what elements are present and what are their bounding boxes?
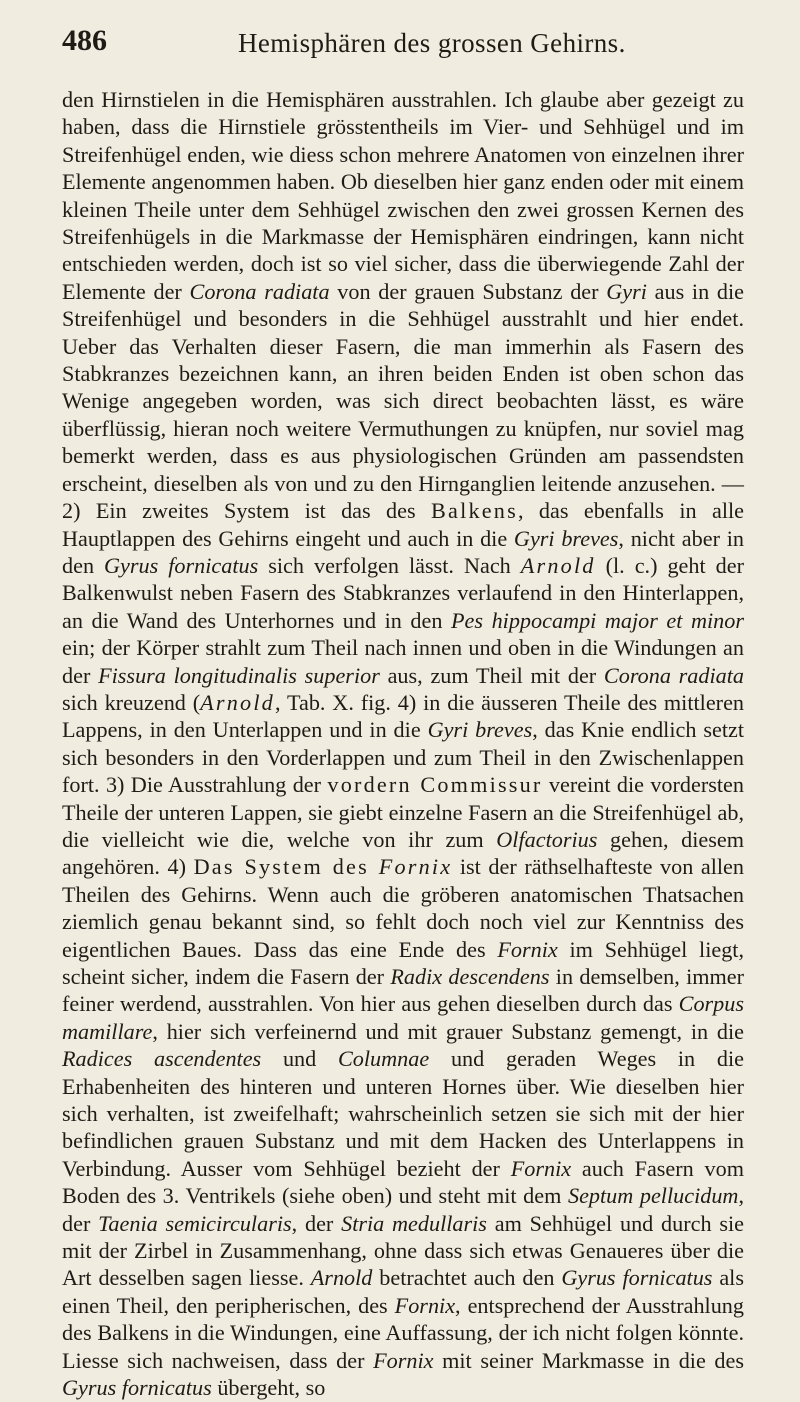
- text-run: auch Fasern vom Boden des 3. Ventrikels (siehe oben) und steht mit dem: [62, 1155, 745, 1209]
- text-run: den Hirnstielen in die Hemisphären ausstrahlen. Ich glaube aber gezeigt zu haben, dass die Hirnstiele grösstentheils im Vier- und Sehhügel und im Streifenhügel enden, wie diess schon mehrere Anatomen von einzelnen ihrer Elemente angenommen haben. Ob dieselben hier ganz enden oder mit einem kleinen Theile unter dem Sehhügel zwischen den zwei grossen Kernen des Streifenhügels in die Markmasse der Hemisphären eindringen, kann nicht entschieden werden, doch ist so viel sicher, dass die überwiegende Zahl der Elemente der: [62, 87, 744, 304]
- spaced-term: Das System des: [193, 854, 379, 880]
- latin-term: Corpus mamillare: [62, 991, 744, 1044]
- latin-term: Olfactorius: [496, 826, 598, 852]
- text-run: , das Knie endlich setzt sich besonders in den Vorderlappen und zum Theil in den Zwischenlappen fort. 3) Die Ausstrahlung der: [62, 717, 745, 798]
- latin-term: Gyrus fornicatus: [561, 1265, 713, 1291]
- text-run: vereint die vordersten Theile der unteren Lappen, sie giebt einzelne Fasern an die Streifenhügel ab, die vielleicht wie die, welche von ihr zum: [62, 772, 744, 852]
- text-run: (l. c.) geht der Balkenwulst neben Fasern des Stabkranzes verlaufend in den Hinterlappen, an die Wand des Unterhornes und in den: [62, 552, 744, 633]
- latin-term: Fornix: [378, 854, 453, 880]
- page-number: 486: [62, 24, 107, 57]
- paragraph: [62, 86, 744, 1402]
- text-run: aus in die Streifenhügel und besonders in die Sehhügel ausstrahlt und hier endet. Ueber das Verhalten dieser Fasern, die man immerhin als Fasern des Stabkranzes bezeichnen kann, an ihren beiden Enden ist oben schon das Wenige angegeben worden, was sich direct beobachten lässt, es wäre überflüssig, hieran noch weitere Vermuthungen zu knüpfen, nur soviel mag bemerkt werden, dass es aus physiologischen Gründen am passendsten erscheint, dieselben als von und zu den Hirnganglien leitende anzusehen. — 2) Ein zweites System ist das des: [62, 278, 744, 524]
- body-text: [62, 86, 744, 1402]
- latin-term: Corona radiata: [603, 662, 744, 688]
- spaced-term: Balkens: [431, 498, 518, 524]
- latin-term: Gyri breves: [513, 525, 619, 551]
- text-run: , entsprechend der Ausstrahlung des Balkens in die Windungen, eine Auffassung, der ich nicht folgen könnte. Liesse sich nachweisen, dass der: [62, 1292, 744, 1373]
- latin-term: Corona radiata: [189, 278, 330, 304]
- latin-term: Fornix: [373, 1347, 434, 1373]
- text-run: am Sehhügel und durch sie mit der Zirbel in Zusammenhang, ohne dass sich etwas Genaueres über die Art desselben sagen liesse.: [62, 1210, 744, 1291]
- latin-term: Gyri breves: [427, 717, 533, 743]
- latin-term: Columnae: [337, 1046, 430, 1072]
- latin-term: Fornix: [394, 1292, 456, 1318]
- latin-term: Gyri: [606, 278, 647, 304]
- text-run: sich verfolgen lässt. Nach: [258, 552, 521, 578]
- page-header: [62, 20, 740, 66]
- text-run: von der grauen Substanz der: [329, 278, 607, 304]
- latin-term: Radix descendens: [390, 964, 550, 989]
- text-run: im Sehhügel liegt, scheint sicher, indem die Fasern der: [62, 936, 745, 989]
- text-run: , nicht aber in den: [62, 525, 744, 578]
- text-run: und geraden Weges in die Erhabenheiten des hinteren und unteren Hornes über. Wie dieselben hier sich verhalten, ist zweifelhaft; wahrscheinlich setzen sie sich mit der hier befindlichen grauen Substanz und mit dem Hacken des Unterlappens in Verbindung. Ausser vom Sehhügel bezieht der: [62, 1046, 745, 1181]
- text-run: ist der räthselhafteste von allen Theilen des Gehirns. Wenn auch die gröberen anatomischen Thatsachen ziemlich genau bekannt sind, so fehlt doch noch viel zur Kenntniss des eigentlichen Baues. Dass das eine Ende des: [62, 854, 744, 962]
- text-run: , Tab. X. fig. 4) in die äusseren Theile des mittleren Lappens, in den Unterlappen und in die: [62, 689, 745, 743]
- latin-term: Gyrus fornicatus: [62, 1375, 212, 1401]
- text-run: aus, zum Theil mit der: [379, 662, 604, 688]
- latin-term: Gyrus fornicatus: [104, 552, 259, 578]
- text-run: in demselben, immer feiner werdend, ausstrahlen. Von hier aus gehen dieselben durch das: [62, 964, 745, 1017]
- text-run: sich kreuzend (: [62, 689, 201, 715]
- author-name: Arnold: [520, 552, 596, 578]
- text-run: , das ebenfalls in alle Hauptlappen des Gehirns eingeht und auch in die: [62, 498, 745, 551]
- text-run: und: [261, 1046, 338, 1072]
- text-run: , der: [62, 1183, 744, 1236]
- author-name: Arnold: [310, 1265, 373, 1291]
- latin-term: Fissura longitudinalis superior: [98, 662, 380, 688]
- text-run: als einen Theil, den peripherischen, des: [62, 1265, 744, 1318]
- latin-term: Pes hippocampi major et minor: [451, 607, 744, 633]
- text-run: betrachtet auch den: [372, 1265, 562, 1291]
- latin-term: Radices ascendentes: [62, 1046, 262, 1072]
- text-run: , der: [291, 1210, 342, 1236]
- author-name: Arnold: [200, 689, 275, 715]
- running-title: Hemisphären des grossen Gehirns.: [238, 28, 626, 58]
- text-run: gehen, diesem angehören. 4): [62, 826, 744, 880]
- latin-term: Septum pellucidum: [567, 1183, 739, 1209]
- text-run: ein; der Körper strahlt zum Theil nach innen und oben in die Windungen an der: [62, 635, 744, 688]
- latin-term: Fornix: [497, 936, 558, 962]
- text-run: , hier sich verfeinernd und mit grauer Substanz gemengt, in die: [152, 1018, 744, 1044]
- text-run: übergeht, so: [211, 1375, 326, 1401]
- spaced-term: vordern Commissur: [327, 772, 543, 798]
- latin-term: Stria medullaris: [341, 1210, 487, 1236]
- latin-term: Fornix: [510, 1155, 572, 1181]
- text-run: mit seiner Markmasse in die des: [433, 1347, 744, 1373]
- latin-term: Taenia semicircularis: [98, 1210, 292, 1236]
